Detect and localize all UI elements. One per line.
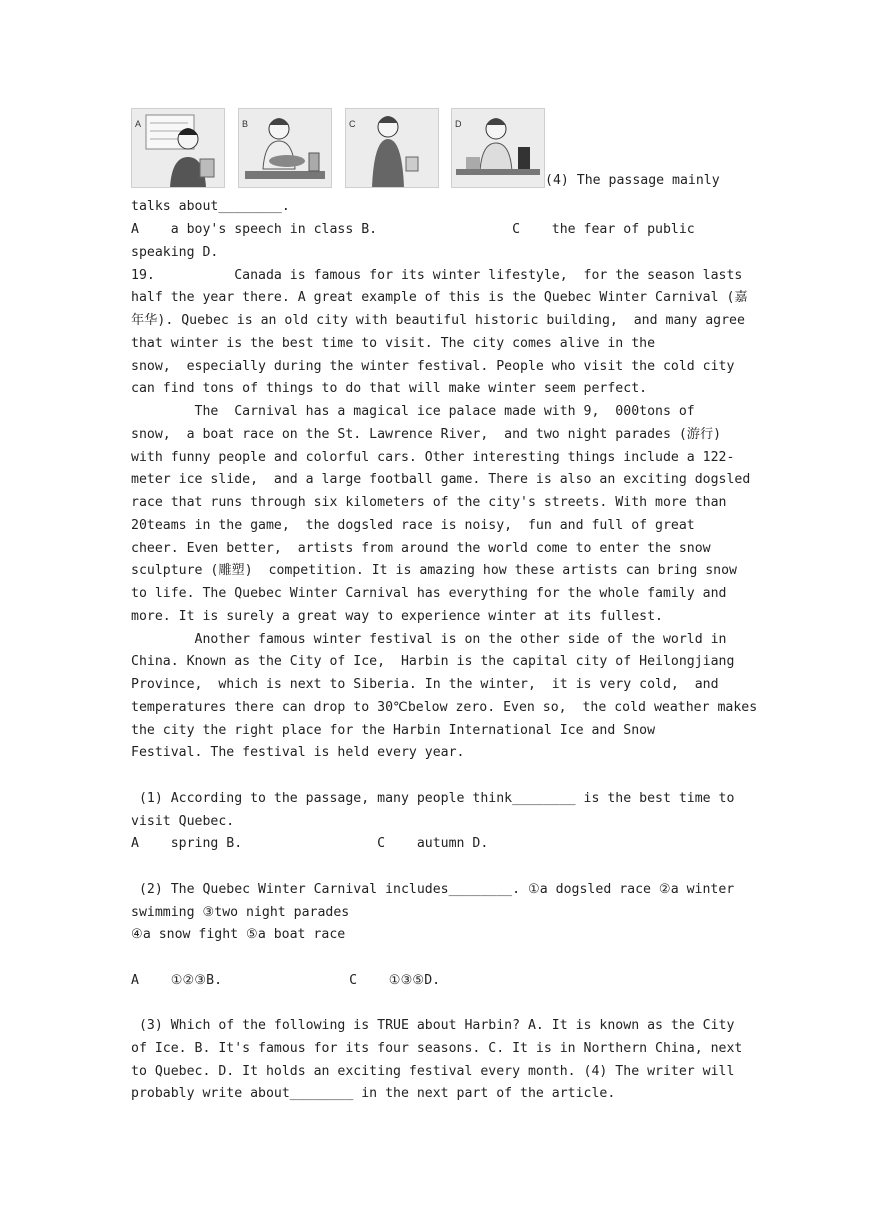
passage-line: that winter is the best time to visit. The city comes alive in the [131, 336, 656, 351]
passage-line: Another famous winter festival is on the other side of the world in [131, 632, 727, 647]
passage-line: 年华). Quebec is an old city with beautiful historic building, and many agree [131, 313, 745, 328]
boy-standing-illustration [346, 109, 438, 187]
passage-line: with funny people and colorful cars. Other interesting things include a 122- [131, 450, 735, 465]
passage-line: Province, which is next to Siberia. In the winter, it is very cold, and [131, 677, 719, 692]
question-18-stem-start: (4) The passage mainly [545, 173, 720, 188]
boy-at-board-illustration [132, 109, 224, 187]
picture-letter: B [242, 119, 249, 129]
passage-line: temperatures there can drop to 30℃below zero. Even so, the cold weather makes [131, 700, 758, 715]
question-2-options: A ①②③B. C ①③⑤D. [131, 973, 441, 988]
picture-letter: C [349, 119, 356, 129]
question-1-stem: (1) According to the passage, many people think________ is the best time to [131, 791, 735, 806]
question-1-options: A spring B. C autumn D. [131, 836, 489, 851]
question-3-stem: (3) Which of the following is TRUE about Harbin? A. It is known as the City [131, 1018, 735, 1033]
picture-b [238, 108, 332, 188]
passage-line: The Carnival has a magical ice palace made with 9, 000tons of [131, 404, 695, 419]
passage-line: snow, a boat race on the St. Lawrence River, and two night parades (游行) [131, 427, 722, 442]
question-18-stem-end: talks about________. [131, 199, 290, 214]
passage-line: can find tons of things to do that will make winter seem perfect. [131, 381, 648, 396]
passage-line: to life. The Quebec Winter Carnival has everything for the whole family and [131, 586, 727, 601]
picture-letter: D [455, 119, 462, 129]
question-2-stem: (2) The Quebec Winter Carnival includes________. ①a dogsled race ②a winter [131, 882, 735, 897]
passage-line: China. Known as the City of Ice, Harbin is the capital city of Heilongjiang [131, 654, 735, 669]
question-4-stem: probably write about________ in the next part of the article. [131, 1086, 616, 1101]
question-1-stem-cont: visit Quebec. [131, 814, 235, 829]
question-2-stem-cont: swimming ③two night parades [131, 905, 350, 920]
question-18-options: A a boy's speech in class B. C the fear of public [131, 222, 695, 237]
passage-line: more. It is surely a great way to experience winter at its fullest. [131, 609, 663, 624]
question-18-options-cont: speaking D. [131, 245, 219, 260]
question-2-stem-cont: ④a snow fight ⑤a boat race [131, 927, 346, 942]
passage-line: snow, especially during the winter festival. People who visit the cold city [131, 359, 735, 374]
picture-a [131, 108, 225, 188]
passage-line: meter ice slide, and a large football game. There is also an exciting dogsled [131, 472, 751, 487]
picture-d [451, 108, 545, 188]
picture-letter: A [135, 119, 142, 129]
picture-options [131, 108, 551, 190]
passage-line: race that runs through six kilometers of the city's streets. With more than [131, 495, 727, 510]
passage-line: 20teams in the game, the dogsled race is noisy, fun and full of great [131, 518, 695, 533]
passage-line: sculpture (雕塑) competition. It is amazing how these artists can bring snow [131, 563, 737, 578]
picture-c [345, 108, 439, 188]
boy-at-desk-illustration [452, 109, 544, 187]
passage-line: the city the right place for the Harbin International Ice and Snow [131, 723, 656, 738]
boy-with-food-illustration [239, 109, 331, 187]
passage-line: cheer. Even better, artists from around the world come to enter the snow [131, 541, 711, 556]
question-3-stem-cont: of Ice. B. It's famous for its four seasons. C. It is in Northern China, next [131, 1041, 743, 1056]
passage-line: half the year there. A great example of this is the Quebec Winter Carnival (嘉 [131, 290, 748, 305]
passage-line: Festival. The festival is held every year. [131, 745, 465, 760]
passage-line: 19. Canada is famous for its winter lifestyle, for the season lasts [131, 268, 743, 283]
question-3-stem-cont: to Quebec. D. It holds an exciting festival every month. (4) The writer will [131, 1064, 735, 1079]
